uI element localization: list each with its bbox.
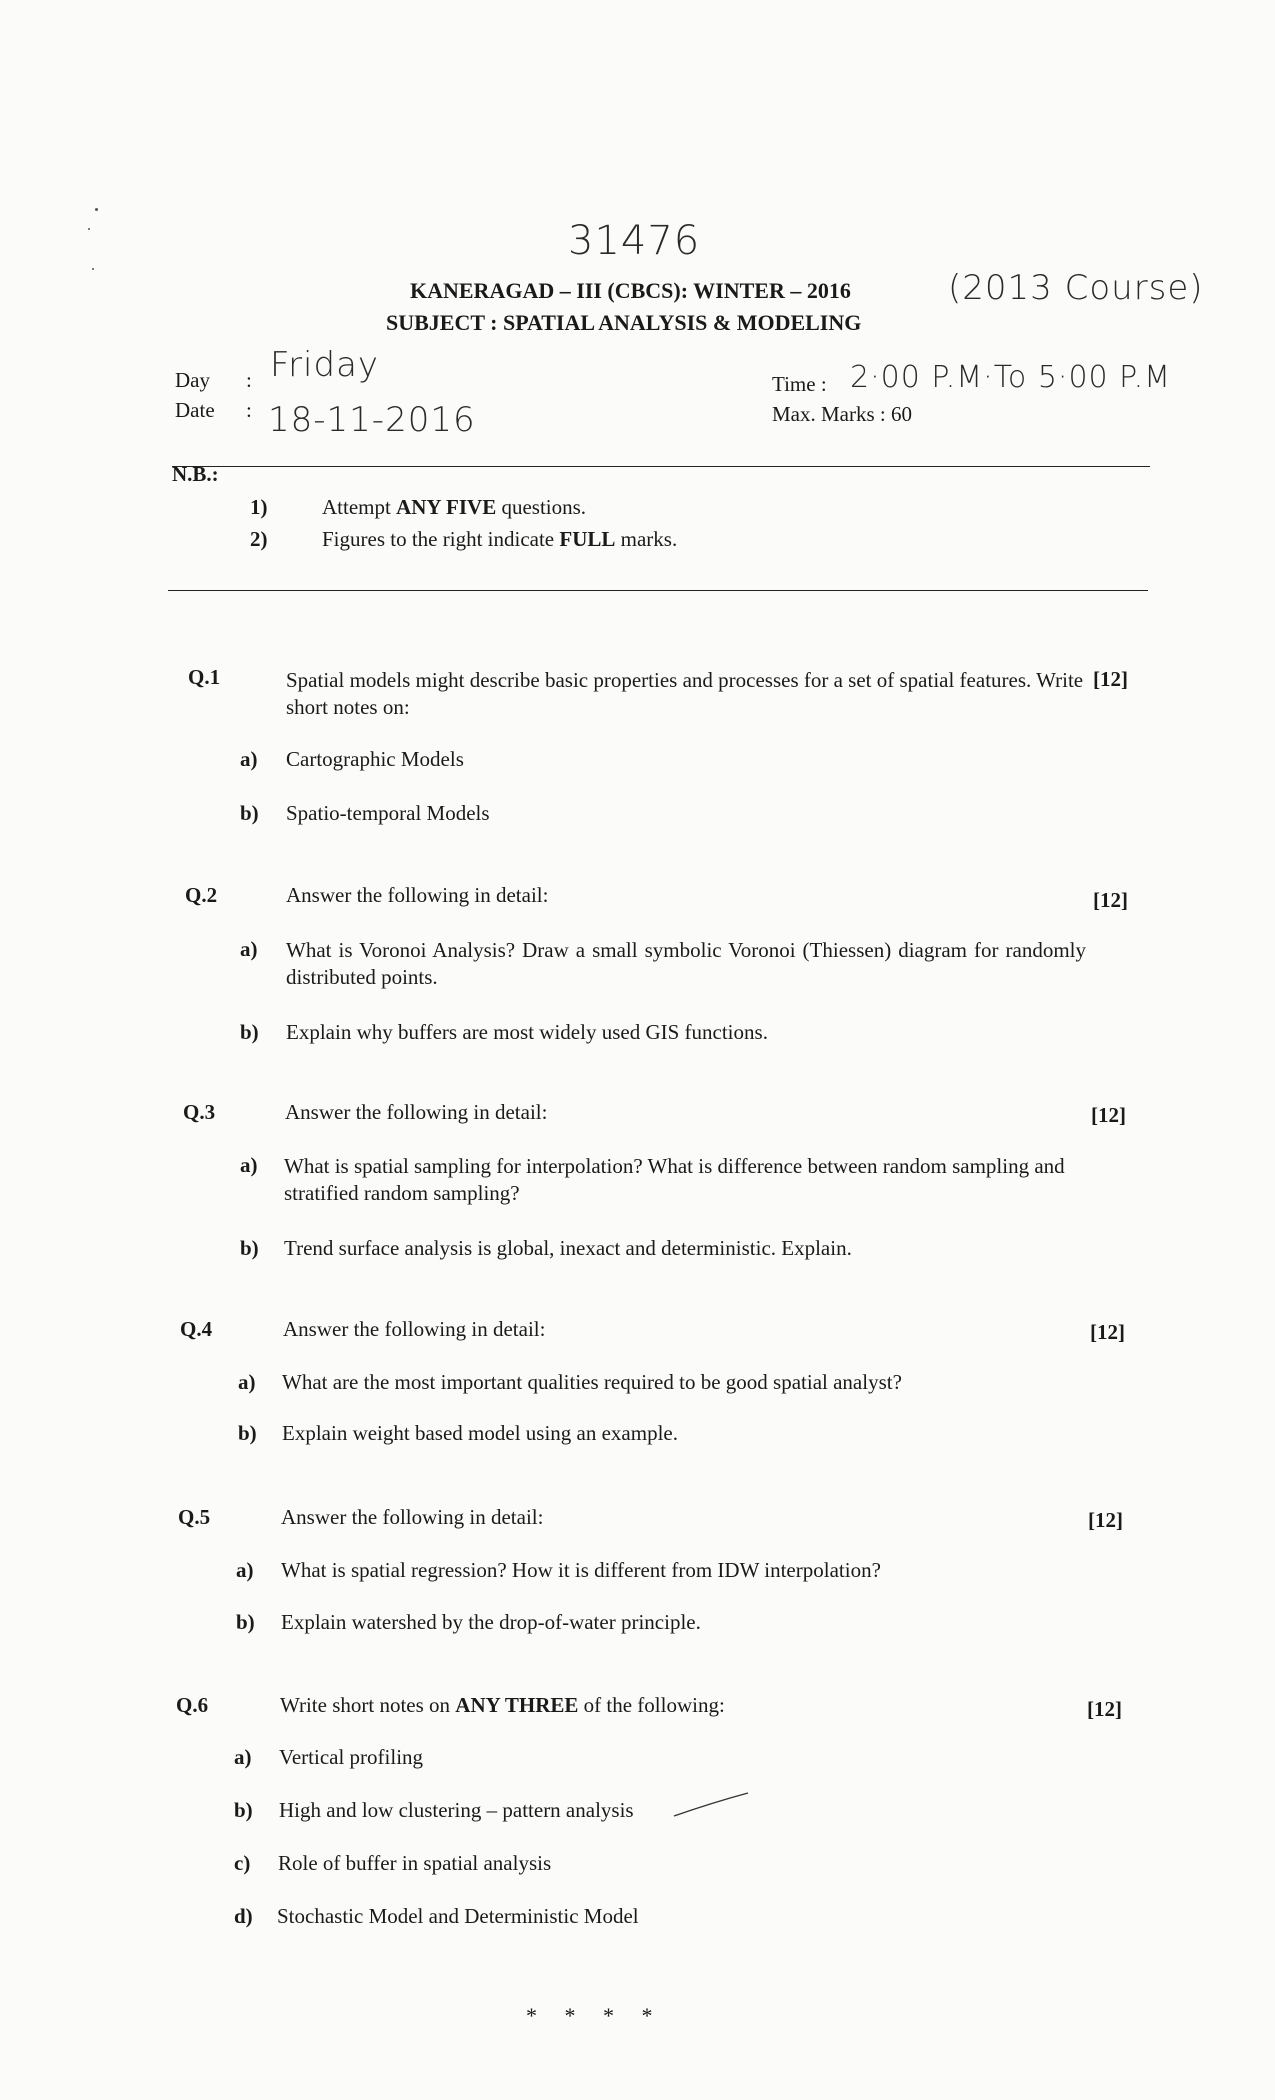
- part-text: Explain weight based model using an example.: [282, 1421, 678, 1445]
- part-label: a): [240, 937, 258, 961]
- part-label: d): [234, 1904, 253, 1928]
- question-number: Q.5: [178, 1505, 211, 1529]
- question-number: Q.1: [188, 665, 221, 689]
- date-label: Date: [175, 398, 215, 422]
- day-label: Day: [175, 368, 210, 392]
- question-marks: [12]: [1093, 888, 1128, 912]
- day-value: Friday: [270, 345, 380, 385]
- part-label: c): [234, 1851, 251, 1875]
- divider-top: [172, 466, 1150, 467]
- question-marks: [12]: [1091, 1103, 1126, 1127]
- date-value: 18-11-2016: [268, 400, 476, 440]
- nb-label: N.B.:: [172, 462, 219, 486]
- max-marks: Max. Marks : 60: [772, 402, 912, 426]
- question-text: Answer the following in detail:: [285, 1100, 548, 1124]
- part-text: Explain watershed by the drop-of-water principle.: [281, 1610, 701, 1634]
- divider-bottom: [168, 590, 1148, 591]
- part-text: What is spatial sampling for interpolation? What is difference between random sampling and stratified random sampling?: [284, 1154, 1065, 1205]
- pen-stroke: [672, 1790, 752, 1820]
- nb-item-number: 1): [250, 495, 268, 519]
- end-stars: * * * *: [526, 2003, 653, 2028]
- part-label: a): [236, 1558, 254, 1582]
- part-text: What are the most important qualities required to be good spatial analyst?: [282, 1370, 902, 1394]
- question-number: Q.2: [185, 883, 218, 907]
- part-text: Role of buffer in spatial analysis: [278, 1851, 552, 1875]
- date-colon: :: [246, 398, 252, 422]
- part-text: Spatio-temporal Models: [286, 801, 490, 825]
- subject-title: SUBJECT : SPATIAL ANALYSIS & MODELING: [386, 310, 862, 335]
- exam-title: KANERAGAD – III (CBCS): WINTER – 2016: [410, 278, 851, 303]
- time-label: Time :: [772, 372, 827, 396]
- part-label: b): [240, 1020, 259, 1044]
- part-text: Cartographic Models: [286, 747, 464, 771]
- part-label: b): [238, 1421, 257, 1445]
- question-marks: [12]: [1088, 1508, 1123, 1532]
- question-text: Answer the following in detail:: [286, 883, 549, 907]
- part-text: Explain why buffers are most widely used GIS functions.: [286, 1020, 768, 1044]
- part-text: Stochastic Model and Deterministic Model: [277, 1904, 639, 1928]
- question-text: Spatial models might describe basic properties and processes for a set of spatial features. Write short notes on:: [286, 668, 1084, 719]
- part-label: b): [234, 1798, 253, 1822]
- question-text: Answer the following in detail:: [283, 1317, 546, 1341]
- scan-speck: [88, 228, 90, 230]
- part-label: a): [240, 1153, 258, 1177]
- day-colon: :: [246, 368, 252, 392]
- question-text: Answer the following in detail:: [281, 1505, 544, 1529]
- question-marks: [12]: [1090, 1320, 1125, 1344]
- question-number: Q.3: [183, 1100, 216, 1124]
- part-label: a): [240, 747, 258, 771]
- part-label: b): [240, 1236, 259, 1260]
- part-label: b): [236, 1610, 255, 1634]
- part-text: What is spatial regression? How it is different from IDW interpolation?: [281, 1558, 881, 1582]
- scan-speck: [92, 268, 94, 270]
- part-label: a): [234, 1745, 252, 1769]
- time-value: 2·00 P.M·To 5·00 P.M: [850, 360, 1171, 395]
- question-number: Q.6: [176, 1693, 209, 1717]
- scan-speck: [95, 208, 98, 211]
- part-text: Trend surface analysis is global, inexact and deterministic. Explain.: [284, 1236, 852, 1260]
- course-annotation: (2013 Course): [948, 268, 1204, 308]
- nb-item-number: 2): [250, 527, 268, 551]
- question-text: Write short notes on ANY THREE of the following:: [280, 1693, 725, 1717]
- part-text: High and low clustering – pattern analysis: [279, 1798, 634, 1822]
- question-number: Q.4: [180, 1317, 213, 1341]
- part-label: a): [238, 1370, 256, 1394]
- nb-item-2: Figures to the right indicate FULL marks.: [322, 527, 678, 551]
- nb-item-1: Attempt ANY FIVE questions.: [322, 495, 587, 519]
- part-text: Vertical profiling: [279, 1745, 424, 1769]
- part-label: b): [240, 801, 259, 825]
- part-text: What is Voronoi Analysis? Draw a small symbolic Voronoi (Thiessen) diagram for randomly distributed points.: [286, 938, 1086, 989]
- question-marks: [12]: [1093, 667, 1128, 691]
- question-marks: [12]: [1087, 1697, 1122, 1721]
- paper-code: 31476: [568, 218, 701, 264]
